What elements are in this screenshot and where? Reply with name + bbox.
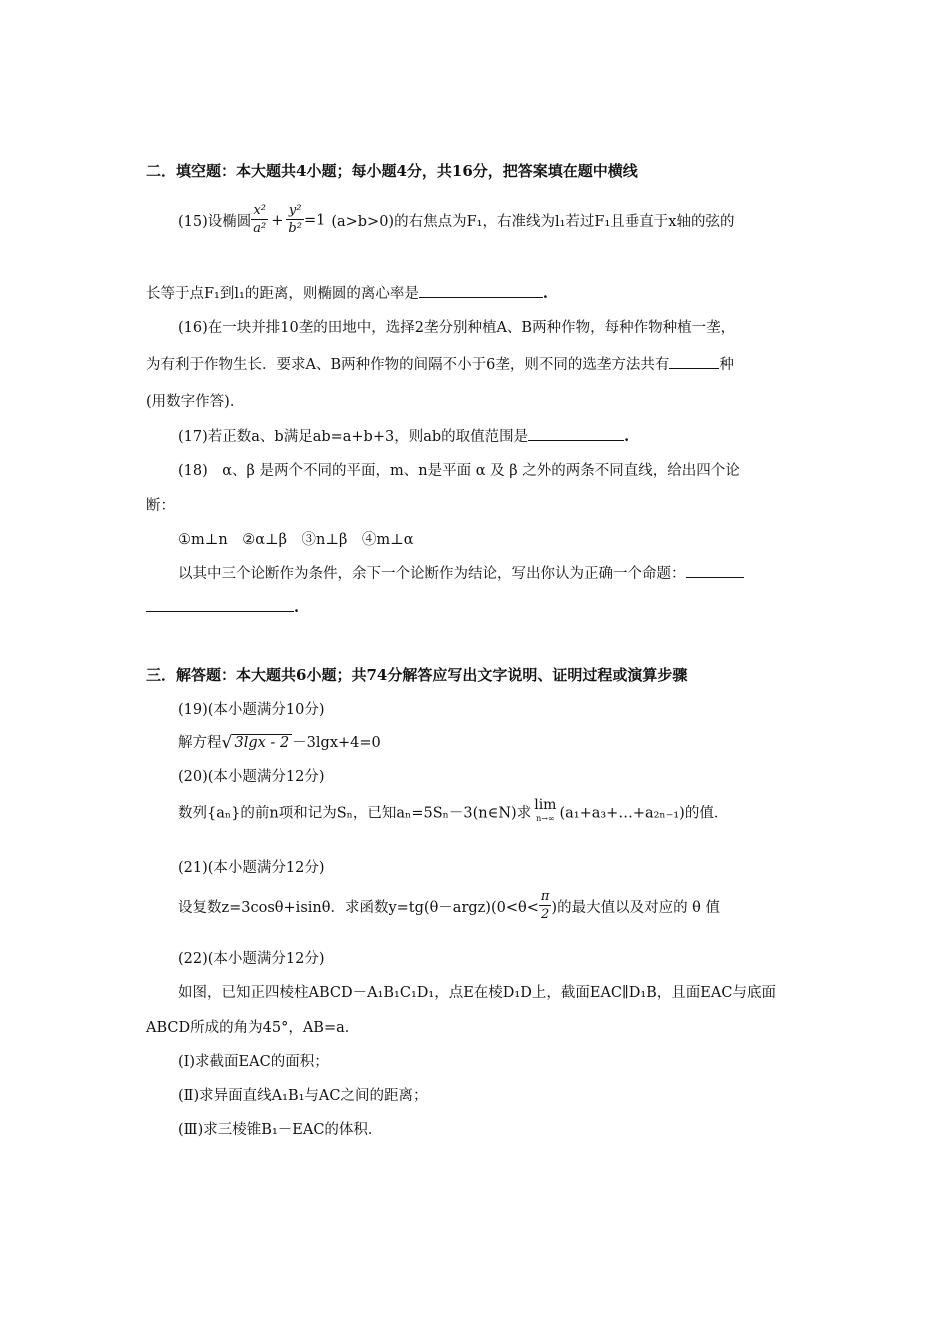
q20-limit: lim n→∞ [534,797,557,823]
q22-line2: ABCD所成的角为45°，AB=a． [146,1020,360,1036]
q16-answer-blank[interactable] [669,354,719,369]
q17-answer-blank[interactable] [528,426,624,441]
q19-title: (19)(本小题满分10分) [178,702,325,718]
q19-sqrt: √ 3lgx - 2 [222,735,293,751]
q15-frac-x: $\frac{\text{x²}}{\text{a²}}$ [253,203,267,236]
q20-line [178,799,728,825]
q18-answer-blank-b[interactable] [146,597,294,612]
q21-title: (21)(本小题满分12分) [178,860,325,876]
q17-end: . [624,428,630,445]
section2-heading: 二．填空题：本大题共4小题；每小题4分，共16分，把答案填在题中横线 [146,162,638,180]
q15-frac-y: $\frac{\text{y²}}{\text{b²}}$ [288,203,302,236]
q20-title: (20)(本小题满分12分) [178,769,325,785]
q22-title: (22)(本小题满分12分) [178,951,325,967]
q17-line [178,425,629,446]
q21-pre: 设复数z=3cosθ+isinθ．求函数y=tg(θ－argz)(0<θ< [178,900,539,916]
section3-heading: 三．解答题：本大题共6小题；共74分解答应写出文字说明、证明过程或演算步骤 [146,666,688,684]
q18-line4-text: 以其中三个论断作为条件，余下一个论断作为结论，写出你认为正确一个命题： [178,566,686,582]
q15-line1 [178,203,734,238]
q16-line1: (16)在一块并排10垄的田地中，选择2垄分别种植A、B两种作物，每种作物种植一垄， [178,320,736,336]
q22-line1: 如图，已知正四棱柱ABCD－A₁B₁C₁D₁，点E在棱D₁D上，截面EAC∥D₁B，且面EAC与底面 [178,985,776,1001]
q20-pre: 数列{aₙ}的前n项和记为Sₙ，已知aₙ=5Sₙ－3(n∈N)求 [178,805,532,822]
q15-line2-text: 长等于点F₁到l₁的距离，则椭圆的离心率是 [146,286,419,302]
q18-answer-blank-a[interactable] [686,563,744,578]
q22-part1: (Ⅰ)求截面EAC的面积； [178,1054,329,1070]
q22-part3: (Ⅲ)求三棱锥B₁－EAC的体积． [178,1122,383,1138]
q15-post: (a>b>0)的右焦点为F₁，右准线为l₁若过F₁且垂直于x轴的弦的 [331,214,735,230]
q16-line2-post: 种 [719,357,734,373]
q20-post: (a₁+a₃+…+a₂ₙ₋₁)的值． [559,805,729,822]
q16-line2 [146,353,734,374]
q15-plus: + [271,212,284,229]
q19-post: －3lgx+4=0 [292,735,381,751]
q21-frac-pi: $\frac{\pi}{2}$ [540,889,550,922]
q16-line3: (用数字作答)． [146,394,245,410]
q17-text: (17)若正数a、b满足ab=a+b+3，则ab的取值范围是 [178,429,529,445]
q18-line4 [178,562,744,583]
q16-line2-text: 为有利于作物生长．要求A、B两种作物的间隔不小于6垄，则不同的选垄方法共有 [146,357,670,373]
q15-pre: (15)设椭圆 [178,214,252,230]
q15-end: . [542,285,548,302]
q21-post: )的最大值以及对应的 θ 值 [551,900,721,916]
q18-line2: 断： [146,498,175,514]
q18-options: ①m⊥n ②α⊥β ③n⊥β ④m⊥α [178,532,414,548]
q22-part2: (Ⅱ)求异面直线A₁B₁与AC之间的距离； [178,1088,428,1104]
q15-eq: =1 [303,212,326,229]
q19-pre: 解方程 [178,735,222,751]
q21-line [178,889,720,924]
q18-end: . [294,599,300,616]
q19-equation [178,731,381,752]
q15-line2 [146,282,548,303]
q15-answer-blank[interactable] [419,283,543,298]
q18-line5 [146,597,299,616]
q18-line1: (18) α、β 是两个不同的平面，m、n是平面 α 及 β 之外的两条不同直线，给出四个论 [178,463,740,479]
